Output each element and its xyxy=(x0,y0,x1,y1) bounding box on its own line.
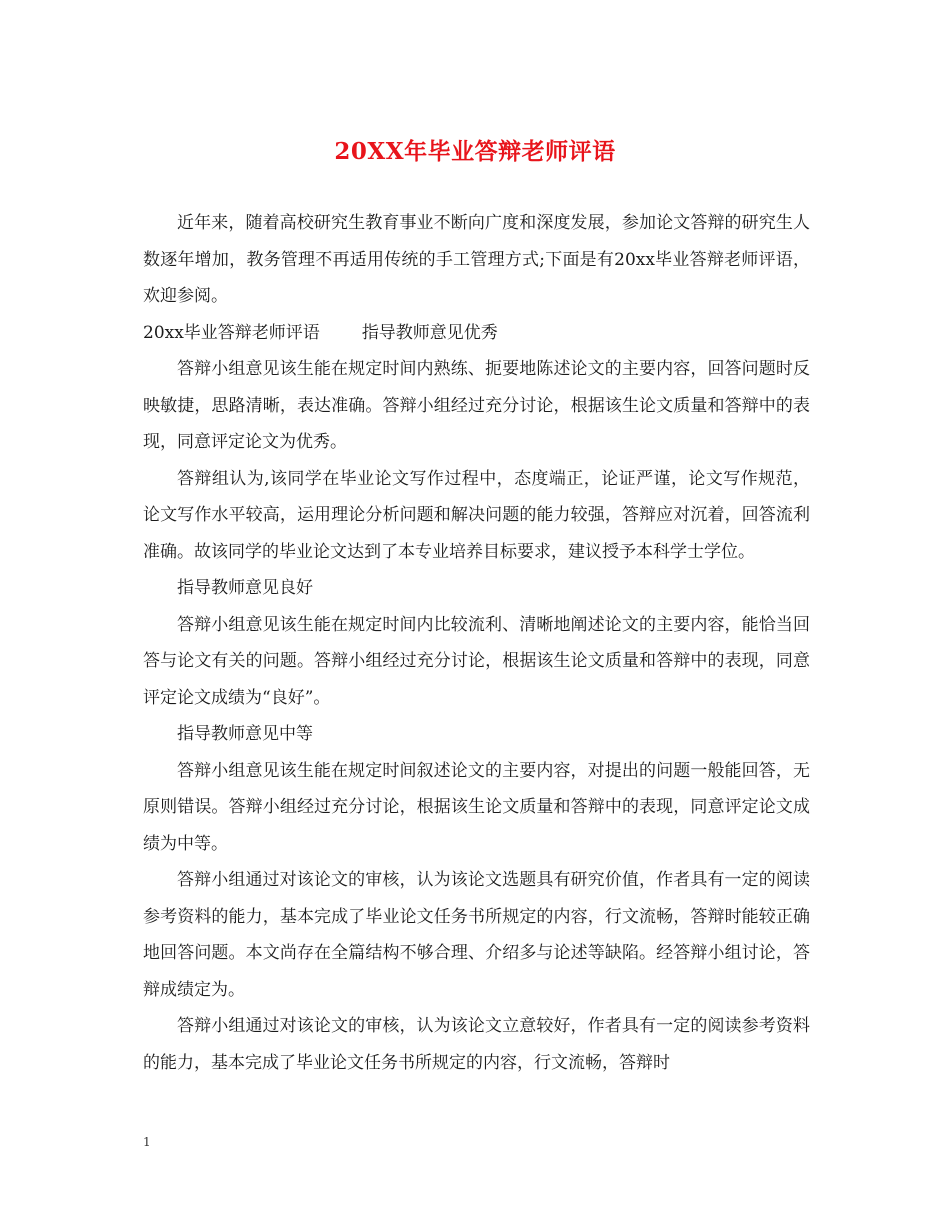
paragraph-good: 答辩小组意见该生能在规定时间内比较流利、清晰地阐述论文的主要内容，能恰当回答与论文有关的问题。答辩小组经过充分讨论，根据该生论文质量和答辩中的表现，同意评定论文成绩为“良好”。 xyxy=(143,614,810,708)
paragraph-medium-3: 答辩小组通过对该论文的审核，认为该论文立意较好，作者具有一定的阅读参考资料的能力，基本完成了毕业论文任务书所规定的内容，行文流畅，答辩时 xyxy=(143,1016,810,1073)
heading-good: 指导教师意见良好 xyxy=(177,578,313,598)
paragraph-excellent-2: 答辩组认为,该同学在毕业论文写作过程中，态度端正，论证严谨，论文写作规范，论文写作水平较高，运用理论分析问题和解决问题的能力较强，答辩应对沉着，回答流利准确。故该同学的毕业论文达到了本专业培养目标要求，建议授予本科学士学位。 xyxy=(143,468,810,562)
document-title: 20XX年毕业答辩老师评语 xyxy=(334,138,616,165)
subheading-right: 指导教师意见优秀 xyxy=(361,322,498,343)
intro-paragraph: 近年来，随着高校研究生教育事业不断向广度和深度发展，参加论文答辩的研究生人数逐年增加，教务管理不再适用传统的手工管理方式;下面是有20xx毕业答辩老师评语，欢迎参阅。 xyxy=(143,213,810,306)
subheading-left: 20xx毕业答辩老师评语 xyxy=(143,322,320,343)
paragraph-excellent-1: 答辩小组意见该生能在规定时间内熟练、扼要地陈述论文的主要内容，回答问题时反映敏捷，思路清晰，表达准确。答辩小组经过充分讨论，根据该生论文质量和答辩中的表现，同意评定论文为优秀。 xyxy=(143,359,810,452)
heading-medium: 指导教师意见中等 xyxy=(177,724,313,744)
paragraph-medium-1: 答辩小组意见该生能在规定时间叙述论文的主要内容，对提出的问题一般能回答，无原则错误。答辩小组经过充分讨论，根据该生论文质量和答辩中的表现，同意评定论文成绩为中等。 xyxy=(143,760,810,854)
document-body xyxy=(143,205,810,1081)
paragraph-medium-2: 答辩小组通过对该论文的审核，认为该论文选题具有研究价值，作者具有一定的阅读参考资料的能力，基本完成了毕业论文任务书所规定的内容，行文流畅，答辩时能较正确地回答问题。本文尚存在全篇结构不够合理、介绍多与论述等缺陷。经答辩小组讨论，答辩成绩定为。 xyxy=(143,870,810,1000)
subheading-line xyxy=(143,315,810,352)
page-number: 1 xyxy=(143,1135,151,1149)
